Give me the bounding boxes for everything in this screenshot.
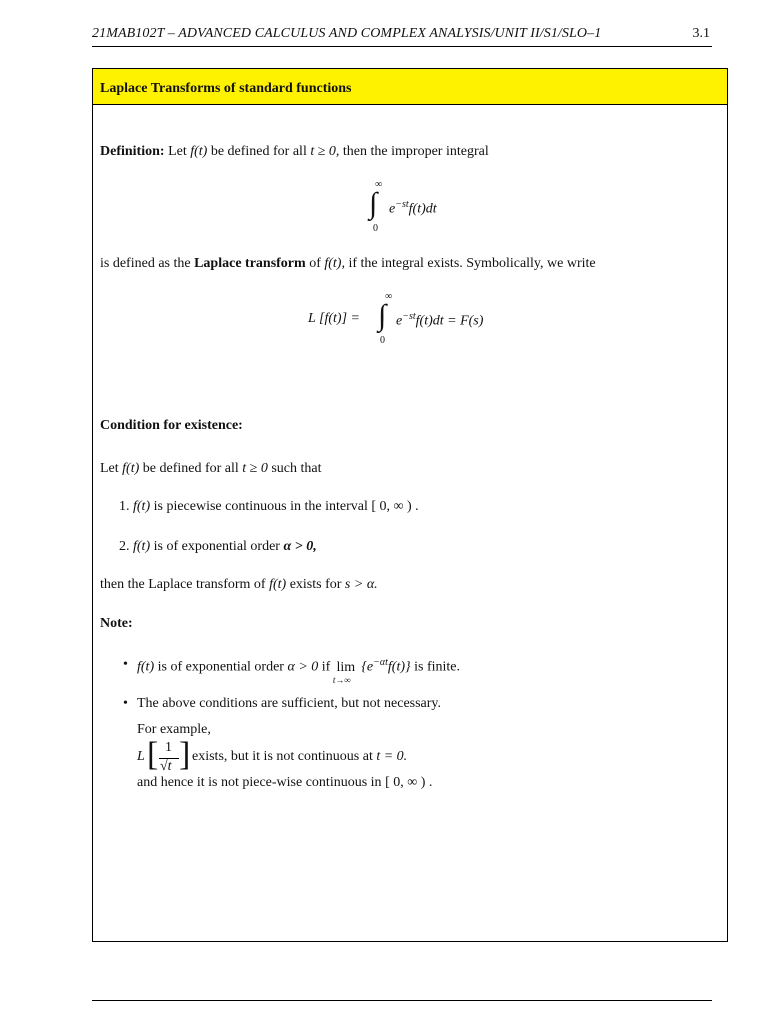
bullet1-text-b: if (321, 659, 331, 675)
example-expression (137, 737, 197, 779)
bullet1-cond: α > 0 (287, 659, 319, 675)
definition-text-c: then the improper integral (342, 144, 489, 159)
item1-interval: [ 0, ∞ ) . (371, 499, 419, 514)
improper-integral (353, 179, 473, 239)
item2-ft: f(t) (133, 539, 151, 554)
left-bracket: [ (147, 736, 159, 773)
final-text: and hence it is not piece-wise continuous in (137, 775, 382, 790)
limit-label: lim (336, 659, 356, 675)
bullet1-expr-a: {e (361, 659, 374, 675)
definition-line (100, 144, 489, 160)
header-course-title: 21MAB102T – ADVANCED CALCULUS AND COMPLEX ANALYSIS/UNIT II/S1/SLO–1 (92, 26, 602, 41)
existence-intro-b: be defined for all (142, 461, 239, 476)
line2-text-b: of (309, 256, 321, 271)
integral2-rest: f(t)dt = F(s) (415, 313, 484, 329)
section-title: Laplace Transforms of standard functions (100, 81, 352, 96)
conclusion-ft: f(t) (269, 577, 287, 592)
item2-number: 2. (119, 539, 130, 554)
existence-intro-ft: f(t) (122, 461, 140, 476)
example-label: For example, (137, 722, 211, 737)
note-bullet-1 (137, 657, 461, 685)
page-header (92, 26, 712, 47)
limit-operator (332, 659, 358, 685)
definition-cond: t ≥ 0, (310, 144, 340, 159)
example-cond: t = 0. (376, 749, 408, 764)
item1-number: 1. (119, 499, 130, 514)
conclusion-cond: s > α. (344, 577, 378, 592)
integral1-e: e (389, 201, 396, 217)
definition-ft: f(t) (190, 144, 208, 159)
integral1-lower-limit: 0 (373, 223, 378, 234)
integral2-e: e (396, 313, 403, 329)
definition-label: Definition: (100, 144, 165, 159)
integral2-lhs: L [f(t)] = (308, 311, 360, 326)
bullet1-expr-exponent: −αt (373, 657, 388, 668)
footer-rule (92, 1000, 712, 1001)
existence-heading: Condition for existence: (100, 418, 243, 433)
integral1-exponent: −st (395, 199, 409, 210)
conclusion-text-b: exists for (289, 577, 342, 592)
existence-item-2 (119, 539, 317, 555)
integral1-upper-limit: ∞ (375, 179, 383, 190)
integral2-upper-limit: ∞ (385, 291, 393, 302)
laplace-integral-equation (308, 291, 528, 351)
header-page-number: 3.1 (692, 26, 710, 41)
content-frame (92, 68, 728, 942)
limit-subscript: t→∞ (332, 674, 351, 685)
definition-text-a: Let (168, 144, 187, 159)
line2-text-a: is defined as the (100, 256, 191, 271)
bullet1-ft: f(t) (137, 659, 155, 675)
item1-ft: f(t) (133, 499, 151, 514)
integral1-sign: ∫ (369, 187, 378, 220)
item2-cond: α > 0, (283, 539, 317, 554)
final-interval: [ 0, ∞ ) . (385, 775, 433, 790)
integral2-lower-limit: 0 (380, 335, 385, 346)
existence-intro-cond: t ≥ 0 (242, 461, 268, 476)
bullet-2-marker: • (123, 696, 128, 711)
section-title-bar (93, 69, 727, 105)
bullet-1-marker: • (123, 657, 128, 672)
item1-text: is piecewise continuous in the interval (153, 499, 368, 514)
example-final-line (137, 775, 432, 791)
integral2-exponent: −st (402, 311, 416, 322)
note-heading: Note: (100, 616, 133, 631)
laplace-transform-term: Laplace transform (194, 256, 306, 271)
existence-intro-c: such that (271, 461, 322, 476)
right-bracket: ] (179, 736, 191, 773)
integral1-rest: f(t)dt (408, 201, 437, 217)
existence-item-1 (119, 499, 419, 515)
example-L: L (137, 749, 145, 764)
line2-text-c: if the integral exists. Symbolically, we write (348, 256, 596, 271)
laplace-definition-line (100, 256, 596, 272)
integral2-integrand (396, 311, 483, 330)
fraction-denominator: √t (160, 759, 172, 774)
example-text-after: exists, but it is not continuous at (192, 749, 373, 764)
definition-text-b: be defined for all (210, 144, 307, 159)
item2-text: is of exponential order (153, 539, 280, 554)
integral2-sign: ∫ (378, 299, 387, 332)
existence-intro (100, 461, 322, 477)
conclusion-text-a: then the Laplace transform of (100, 577, 266, 592)
integral1-integrand (389, 199, 437, 218)
bullet1-text-c: is finite. (414, 659, 461, 675)
bullet1-text-a: is of exponential order (157, 659, 284, 675)
bullet1-expr-b: f(t)} (387, 659, 411, 675)
line2-ft: f(t), (324, 256, 345, 271)
existence-intro-a: Let (100, 461, 119, 476)
fraction-numerator: 1 (165, 740, 172, 755)
existence-conclusion (100, 577, 378, 593)
note-bullet-2: The above conditions are sufficient, but not necessary. (137, 696, 442, 711)
example-text (192, 749, 407, 765)
